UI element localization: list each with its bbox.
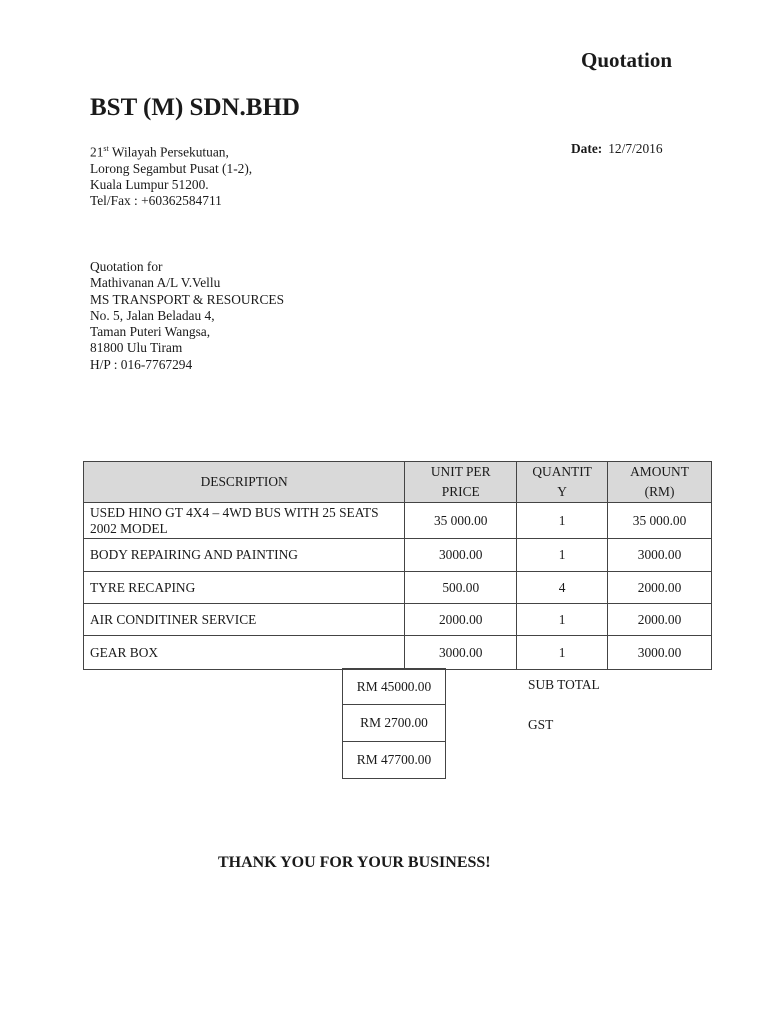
company-address <box>90 141 252 210</box>
table-header-row <box>84 462 712 503</box>
header-unit-price-line1: UNIT PER <box>430 464 491 479</box>
item-unit-price: 500.00 <box>405 572 517 604</box>
table-row <box>84 572 712 604</box>
tel-fax-line: Tel/Fax : +60362584711 <box>90 193 222 209</box>
subtotal-row <box>343 669 446 705</box>
item-quantity: 4 <box>517 572 608 604</box>
subtotal-label: SUB TOTAL <box>528 677 600 692</box>
header-quantity <box>517 462 608 503</box>
header-amount-line1: AMOUNT <box>630 464 689 479</box>
gst-row <box>343 705 446 742</box>
client-name: Mathivanan A/L V.Vellu <box>90 275 221 291</box>
item-quantity: 1 <box>517 636 608 670</box>
client-line: Quotation for <box>90 259 163 274</box>
item-unit-price: 3000.00 <box>405 636 517 670</box>
document-title: Quotation <box>581 48 673 72</box>
item-unit-price: 3000.00 <box>405 539 517 572</box>
item-description: BODY REPAIRING AND PAINTING <box>84 539 405 572</box>
items-table <box>83 461 712 670</box>
client-block <box>90 259 284 373</box>
client-company: MS TRANSPORT & RESOURCES <box>90 291 285 307</box>
header-quantity-line2: Y <box>557 484 567 499</box>
date-label: Date: <box>571 141 603 156</box>
item-description: TYRE RECAPING <box>84 572 405 604</box>
item-quantity: 1 <box>517 503 608 539</box>
header-amount <box>608 462 712 503</box>
thank-you-message: THANK YOU FOR YOUR BUSINESS! <box>218 854 491 871</box>
item-unit-price: 2000.00 <box>405 604 517 636</box>
header-quantity-line1: QUANTIT <box>532 464 592 479</box>
client-line: 81800 Ulu Tiram <box>90 340 183 356</box>
item-description: AIR CONDITINER SERVICE <box>84 604 405 636</box>
item-description: GEAR BOX <box>84 636 405 670</box>
date-value: 12/7/2016 <box>608 141 663 156</box>
header-description: DESCRIPTION <box>84 462 405 503</box>
address-line: Lorong Segambut Pusat (1-2), <box>90 160 253 176</box>
item-amount: 2000.00 <box>608 572 712 604</box>
company-name: BST (M) SDN.BHD <box>90 94 300 121</box>
address-number: 21 <box>90 144 104 160</box>
item-description-line2: 2002 MODEL <box>90 520 168 536</box>
gst-value: RM 2700.00 <box>343 705 446 742</box>
date-block <box>571 141 663 157</box>
totals-table <box>342 668 446 779</box>
subtotal-value: RM 45000.00 <box>343 669 446 705</box>
item-amount: 3000.00 <box>608 636 712 670</box>
client-phone: H/P : 016-7767294 <box>90 356 193 372</box>
address-line <box>90 141 252 161</box>
client-line: No. 5, Jalan Beladau 4, <box>90 307 215 323</box>
header-unit-price <box>405 462 517 503</box>
table-row <box>84 503 712 539</box>
item-amount: 2000.00 <box>608 604 712 636</box>
item-description <box>84 503 405 539</box>
item-unit-price: 35 000.00 <box>405 503 517 539</box>
table-row <box>84 636 712 670</box>
item-amount: 3000.00 <box>608 539 712 572</box>
gst-label: GST <box>528 717 554 732</box>
item-description-line1: USED HINO GT 4X4 – 4WD BUS WITH 25 SEATS <box>90 504 379 520</box>
grand-total-value: RM 47700.00 <box>343 742 446 779</box>
table-row <box>84 604 712 636</box>
table-row <box>84 539 712 572</box>
item-amount: 35 000.00 <box>608 503 712 539</box>
client-line: Taman Puteri Wangsa, <box>90 324 211 340</box>
address-ordinal-suffix: st <box>103 144 109 153</box>
address-line: Kuala Lumpur 51200. <box>90 177 209 193</box>
address-street: Wilayah Persekutuan, <box>108 144 229 160</box>
header-amount-line2: (RM) <box>644 484 675 499</box>
item-quantity: 1 <box>517 539 608 572</box>
header-unit-price-line2: PRICE <box>441 484 480 499</box>
item-quantity: 1 <box>517 604 608 636</box>
grand-total-row <box>343 742 446 779</box>
